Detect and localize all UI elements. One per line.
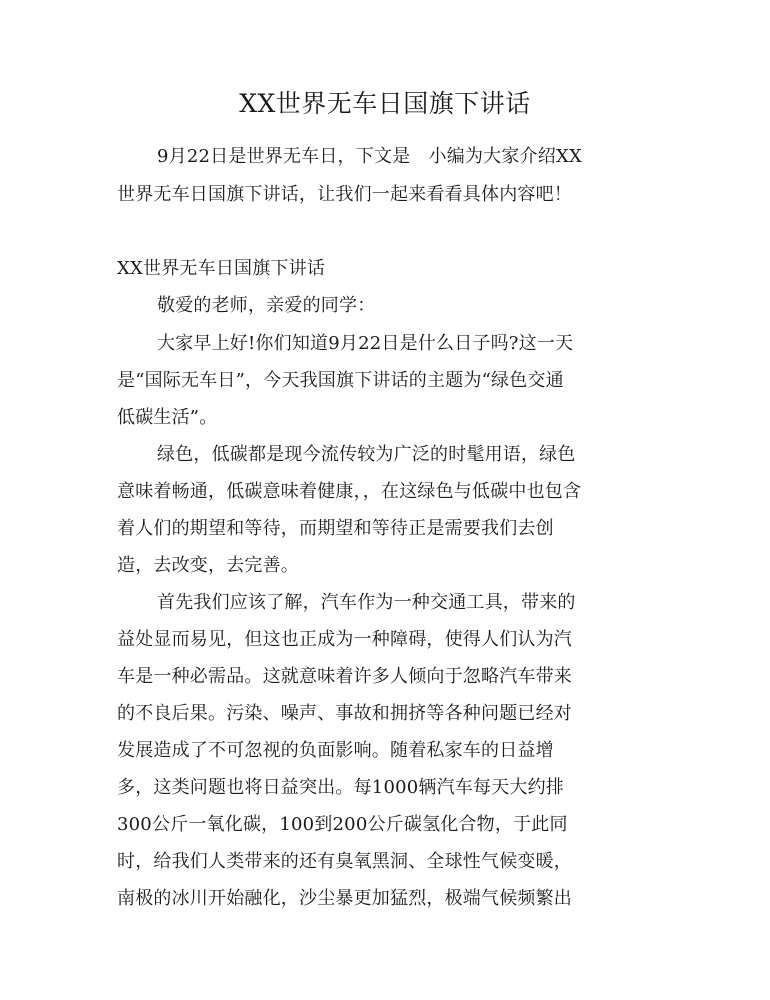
body-line: 首先我们应该了解，汽车作为一种交通工具，带来的 — [157, 592, 576, 613]
body-line: 是“国际无车日”，今天我国旗下讲话的主题为“绿色交通 — [117, 370, 564, 391]
body-line: 300公斤一氧化碳，100到200公斤碳氢化合物，于此同 — [117, 814, 568, 835]
intro-line: 世界无车日国旗下讲话，让我们一起来看看具体内容吧！ — [117, 184, 572, 205]
intro-line: 9月22日是世界无车日，下文是 小编为大家介绍XX — [157, 146, 582, 167]
body-line: 意味着畅通，低碳意味着健康，，在这绿色与低碳中也包含 — [117, 481, 582, 502]
section-heading: XX世界无车日国旗下讲话 — [117, 258, 326, 279]
body-line: 车是一种必需品。这就意味着许多人倾向于忽略汽车带来 — [117, 666, 572, 687]
document-title: XX世界无车日国旗下讲话 — [239, 89, 531, 118]
body-line: 多，这类问题也将日益突出。每1000辆汽车每天大约排 — [117, 777, 565, 798]
body-line: 益处显而易见，但这也正成为一种障碍，使得人们认为汽 — [117, 629, 572, 650]
body-line: 着人们的期望和等待，而期望和等待正是需要我们去创 — [117, 518, 554, 539]
body-line: 的不良后果。污染、噪声、事故和拥挤等各种问题已经对 — [117, 703, 572, 724]
body-line: 发展造成了不可忽视的负面影响。随着私家车的日益增 — [117, 740, 554, 761]
body-line: 大家早上好!你们知道9月22日是什么日子吗?这一天 — [157, 333, 574, 354]
body-line: 南极的冰川开始融化，沙尘暴更加猛烈，极端气候频繁出 — [117, 888, 572, 909]
greeting-line: 敬爱的老师，亲爱的同学： — [157, 295, 376, 316]
body-line: 造，去改变，去完善。 — [117, 555, 299, 576]
body-line: 绿色，低碳都是现今流传较为广泛的时髦用语，绿色 — [157, 444, 576, 465]
body-line: 时，给我们人类带来的还有臭氧黑洞、全球性气候变暖， — [117, 851, 572, 872]
body-line: 低碳生活”。 — [117, 407, 218, 428]
